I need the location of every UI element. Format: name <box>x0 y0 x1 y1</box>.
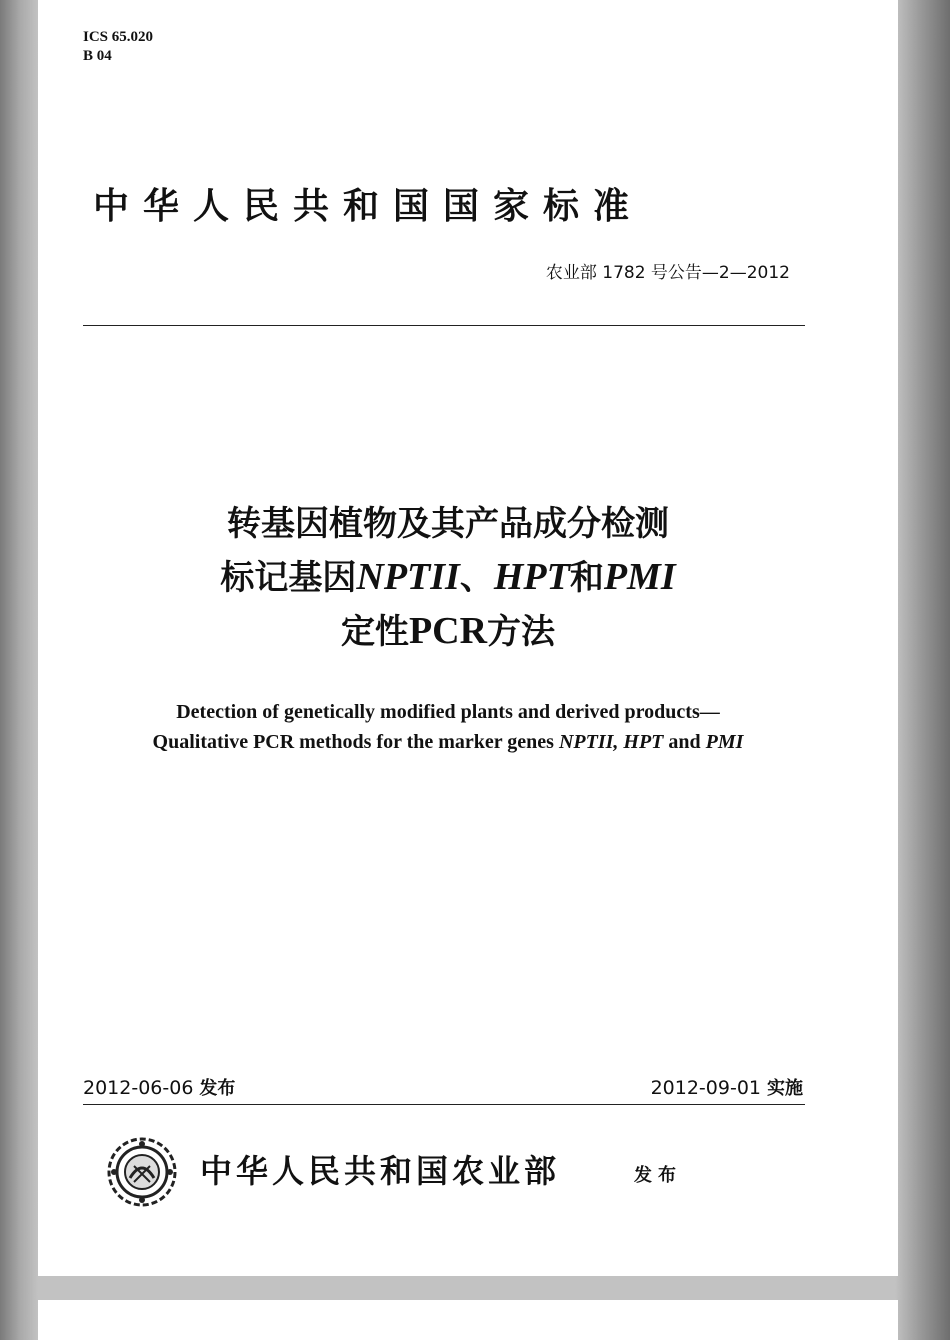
national-standard-heading: 中华人民共和国国家标准 <box>93 186 644 227</box>
document-page <box>38 0 898 1276</box>
english-title-prefix: Qualitative PCR methods for the marker genes <box>152 731 554 753</box>
bottom-divider <box>83 1104 805 1105</box>
title-prefix: 标记基因 <box>220 558 357 598</box>
title-and: 和 <box>569 558 604 598</box>
effective-date-label: 实施 <box>767 1078 803 1099</box>
publisher-issue-label: 发布 <box>634 1165 682 1186</box>
english-title-genes: NPTII, HPT <box>558 731 664 753</box>
publisher-name: 中华人民共和国农业部 <box>200 1152 561 1190</box>
next-page-edge <box>38 1300 898 1340</box>
gene-nptii: NPTII <box>356 556 460 598</box>
class-code: B 04 <box>83 48 112 64</box>
effective-date-value: 2012-09-01 <box>650 1077 761 1099</box>
chinese-title <box>38 498 858 659</box>
title-qualitative: 定性 <box>340 612 409 652</box>
title-pcr: PCR <box>408 610 488 652</box>
issue-date-label: 发布 <box>199 1078 236 1099</box>
ics-code: ICS 65.020 <box>83 29 154 45</box>
ministry-emblem-icon <box>106 1136 178 1208</box>
english-title <box>38 697 858 757</box>
chinese-title-line-3 <box>38 605 858 659</box>
english-title-line-1: Detection of genetically modified plants and derived products— <box>176 701 720 723</box>
gene-pmi: PMI <box>603 556 676 598</box>
gene-hpt: HPT <box>493 556 570 598</box>
issue-date <box>83 1074 235 1100</box>
title-separator: 、 <box>459 558 494 598</box>
standard-number: 农业部 1782 号公告—2—2012 <box>545 263 790 283</box>
chinese-title-line-2 <box>38 551 858 605</box>
effective-date <box>651 1074 803 1100</box>
english-title-pmi: PMI <box>705 731 744 753</box>
issue-date-value: 2012-06-06 <box>83 1077 194 1099</box>
title-method: 方法 <box>487 612 556 652</box>
english-title-line-2 <box>38 727 858 757</box>
english-title-and: and <box>668 731 701 753</box>
chinese-title-line-1: 转基因植物及其产品成分检测 <box>227 504 669 544</box>
classification-codes <box>83 28 153 66</box>
top-divider <box>83 325 805 326</box>
